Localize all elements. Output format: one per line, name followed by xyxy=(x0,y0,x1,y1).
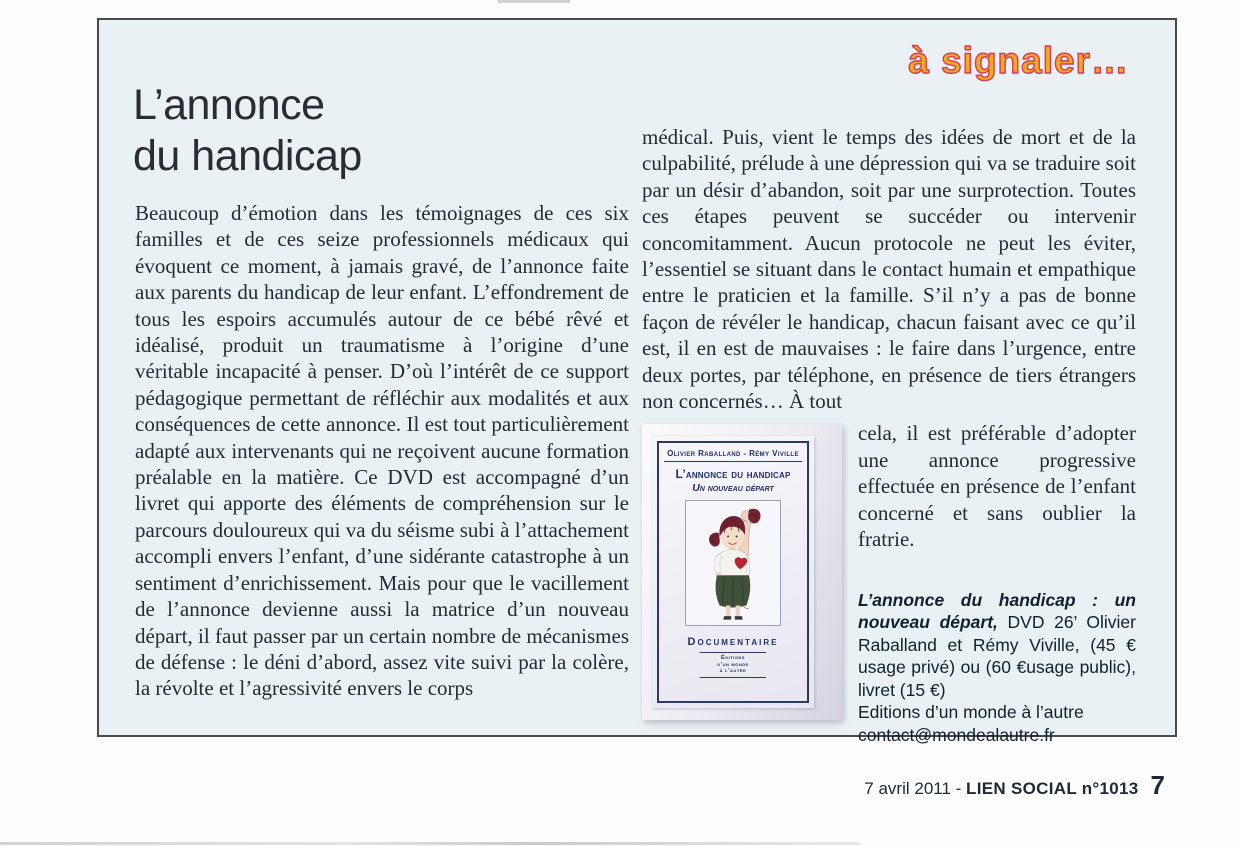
publisher-line-3: à l’autre xyxy=(719,668,747,675)
cover-publisher-logo xyxy=(700,652,766,678)
section-label: à signaler… xyxy=(908,40,1129,81)
article-title-line-2: du handicap xyxy=(133,132,362,180)
footer-date: 7 avril 2011 - xyxy=(864,779,967,798)
scan-artifact-bottom xyxy=(0,842,860,845)
dvd-cover-card xyxy=(652,436,814,708)
caption-publisher: Editions d’un monde à l’autre xyxy=(858,702,1084,722)
cover-authors: Olivier Raballand - Rémy Viville xyxy=(664,449,802,462)
article-title xyxy=(133,80,362,182)
article-title-line-1: L’annonce xyxy=(133,81,325,129)
footer-journal-name: LIEN SOCIAL n°1013 xyxy=(966,779,1139,798)
article-column-right xyxy=(642,124,1136,746)
dvd-cover-frame xyxy=(657,441,809,703)
cover-genre: Documentaire xyxy=(687,636,779,649)
caption-details: DVD 26’ Olivier Raballand et Rémy Viville, (45 € usage privé) ou (60 €usage public), livret (15 €) xyxy=(858,612,1136,700)
girl-illustration xyxy=(685,500,781,626)
article-paragraph-left: Beaucoup d’émotion dans les témoignages de ces six familles et de ces seize professionnels médicaux qui évoquent ce moment, à jamais gravé, de l’annonce faite aux parents du handicap de leur enfant. L’effondrement de tous les espoirs accumulés autour de ce bébé rêvé et idéalisé, produit un traumatisme à l’origine d’une véritable incapacité à penser. D’où l’intérêt de ce support pédagogique permettant de réfléchir aux modalités et aux conséquences de cette annonce. Il est tout particulièrement adapté aux intervenants qui ne reçoivent aucune formation préalable en la matière. Ce DVD est accompagné d’un livret qui apporte des éléments de compréhension sur le parcours douloureux qui va du séisme subi à l’attachement accompli envers l’enfant, d’une sidérante catastrophe à un sentiment d’enrichissement. Mais pour que le vacillement de l’annonce devienne aussi la matrice d’un nouveau départ, il faut passer par un certain nombre de mécanismes de défense : le déni d’abord, assez vite suivi par la colère, la révolte et l’agressivité envers le corps xyxy=(135,201,629,701)
article-column-left xyxy=(135,200,629,702)
caption-email: contact@mondealautre.fr xyxy=(858,724,1055,745)
publisher-line-2: d’un monde xyxy=(717,661,749,668)
publisher-line-1: Éditions xyxy=(721,655,745,662)
cover-subtitle: Un nouveau départ xyxy=(692,482,774,495)
article-paragraph-right-wrap: cela, il est préférable d’adopter une annonce progressive effectuée en présence de l’enfant concerné et sans oublier la fratrie. xyxy=(858,421,1136,552)
article-panel xyxy=(97,18,1177,745)
caption-title: L’annonce du handicap : un nouveau départ, xyxy=(858,589,1136,632)
dvd-media-block xyxy=(642,420,1136,746)
footer-page-number: 7 xyxy=(1150,770,1165,800)
dvd-cover-photo xyxy=(642,424,842,720)
scan-artifact-top xyxy=(498,0,570,3)
cover-title: L’annonce du handicap xyxy=(675,467,791,482)
page-footer xyxy=(864,770,1165,801)
article-paragraph-right-top: médical. Puis, vient le temps des idées de mort et de la culpabilité, prélude à une dépression qui va se traduire soit par un désir d’abandon, soit par une surprotection. Toutes ces étapes peuvent se succéder ou intervenir concomitamment. Aucun protocole ne peut les éviter, l’essentiel se situant dans le contact humain et empathique entre le praticien et la famille. S’il n’y a pas de bonne façon de révéler le handicap, chacun faisant avec ce qu’il est, il en est de mauvaises : le faire dans l’urgence, entre deux portes, par téléphone, en présence de tiers étrangers non concernés… À tout xyxy=(642,125,1136,414)
